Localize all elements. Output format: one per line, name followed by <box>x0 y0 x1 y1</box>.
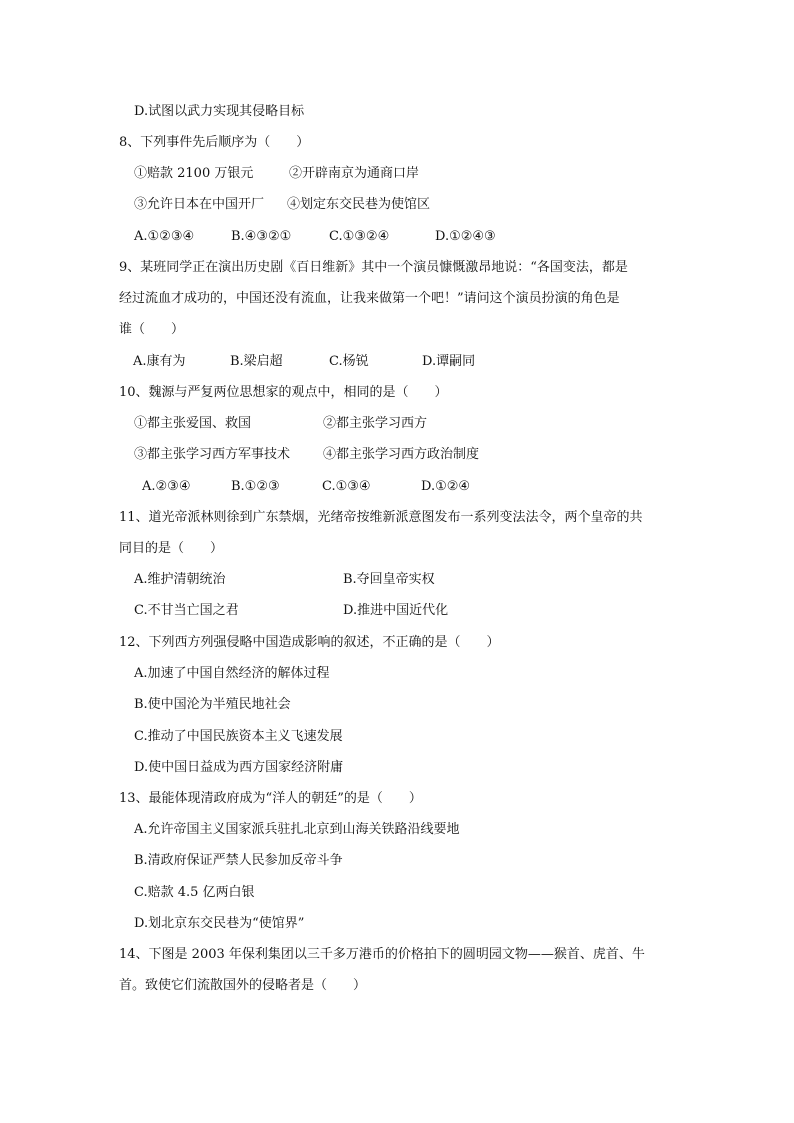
q9-option-b: B.梁启超 <box>230 354 283 369</box>
q8-option-d: D.①②④③ <box>435 229 496 244</box>
q9-option-c: C.杨锐 <box>329 354 369 369</box>
q11-stem-line-1: 11、道光帝派林则徐到广东禁烟，光绪帝按维新派意图发布一系列变法法令，两个皇帝的共 <box>119 510 643 525</box>
q8-item-1: ①赔款 2100 万银元 <box>134 166 254 181</box>
q14-stem-line-2: 首。致使它们流散国外的侵略者是（ ） <box>119 978 367 993</box>
q14-stem-line-1: 14、下图是 2003 年保利集团以三千多万港币的价格拍下的圆明园文物——猴首、虎首、牛 <box>119 947 645 962</box>
q12-option-c: C.推动了中国民族资本主义飞速发展 <box>134 729 343 744</box>
q10-item-3: ③都主张学习西方军事技术 <box>134 447 291 462</box>
q13-option-a: A.允许帝国主义国家派兵驻扎北京到山海关铁路沿线要地 <box>134 822 460 837</box>
q10-item-4: ④都主张学习西方政治制度 <box>323 447 480 462</box>
q11-option-c: C.不甘当亡国之君 <box>134 603 239 618</box>
q8-item-3: ③允许日本在中国开厂 <box>134 197 265 212</box>
q12-option-a: A.加速了中国自然经济的解体过程 <box>134 666 330 681</box>
q8-option-a: A.①②③④ <box>134 229 195 244</box>
q9-stem-line-2: 经过流血才成功的，中国还没有流血，让我来做第一个吧！”请问这个演员扮演的角色是 <box>119 291 620 306</box>
q8-item-4: ④划定东交民巷为使馆区 <box>287 197 431 212</box>
q10-item-2: ②都主张学习西方 <box>323 416 428 431</box>
q8-item-2: ②开辟南京为通商口岸 <box>289 166 420 181</box>
q9-stem-line-3: 谁（ ） <box>119 322 185 337</box>
q7-option-d: D.试图以武力实现其侵略目标 <box>134 104 305 119</box>
q13-option-c: C.赔款 4.5 亿两白银 <box>134 885 255 900</box>
q12-option-b: B.使中国沦为半殖民地社会 <box>134 697 291 712</box>
q8-option-b: B.④③②① <box>231 229 292 244</box>
q13-stem: 13、最能体现清政府成为“洋人的朝廷”的是（ ） <box>119 791 422 806</box>
q11-stem-line-2: 同目的是（ ） <box>119 541 224 556</box>
q10-option-d: D.①②④ <box>421 479 471 494</box>
q11-option-d: D.推进中国近代化 <box>343 603 449 618</box>
q10-option-c: C.①③④ <box>322 479 371 494</box>
q13-option-d: D.划北京东交民巷为“使馆界” <box>134 916 305 931</box>
q11-option-b: B.夺回皇帝实权 <box>343 572 435 587</box>
q10-stem: 10、魏源与严复两位思想家的观点中，相同的是（ ） <box>119 385 448 400</box>
q9-option-a: A.康有为 <box>133 354 186 369</box>
q10-option-b: B.①②③ <box>231 479 280 494</box>
q13-option-b: B.清政府保证严禁人民参加反帝斗争 <box>134 853 343 868</box>
q12-option-d: D.使中国日益成为西方国家经济附庸 <box>134 760 344 775</box>
q12-stem: 12、下列西方列强侵略中国造成影响的叙述，不正确的是（ ） <box>119 635 500 650</box>
q9-option-d: D.谭嗣同 <box>422 354 476 369</box>
q8-option-c: C.①③②④ <box>329 229 390 244</box>
q9-stem-line-1: 9、某班同学正在演出历史剧《百日维新》其中一个演员慷慨激昂地说：“各国变法，都是 <box>119 260 628 275</box>
q10-option-a: A.②③④ <box>142 479 191 494</box>
q11-option-a: A.维护清朝统治 <box>134 572 226 587</box>
q10-item-1: ①都主张爱国、救国 <box>134 416 252 431</box>
q8-stem: 8、下列事件先后顺序为（ ） <box>119 135 310 150</box>
